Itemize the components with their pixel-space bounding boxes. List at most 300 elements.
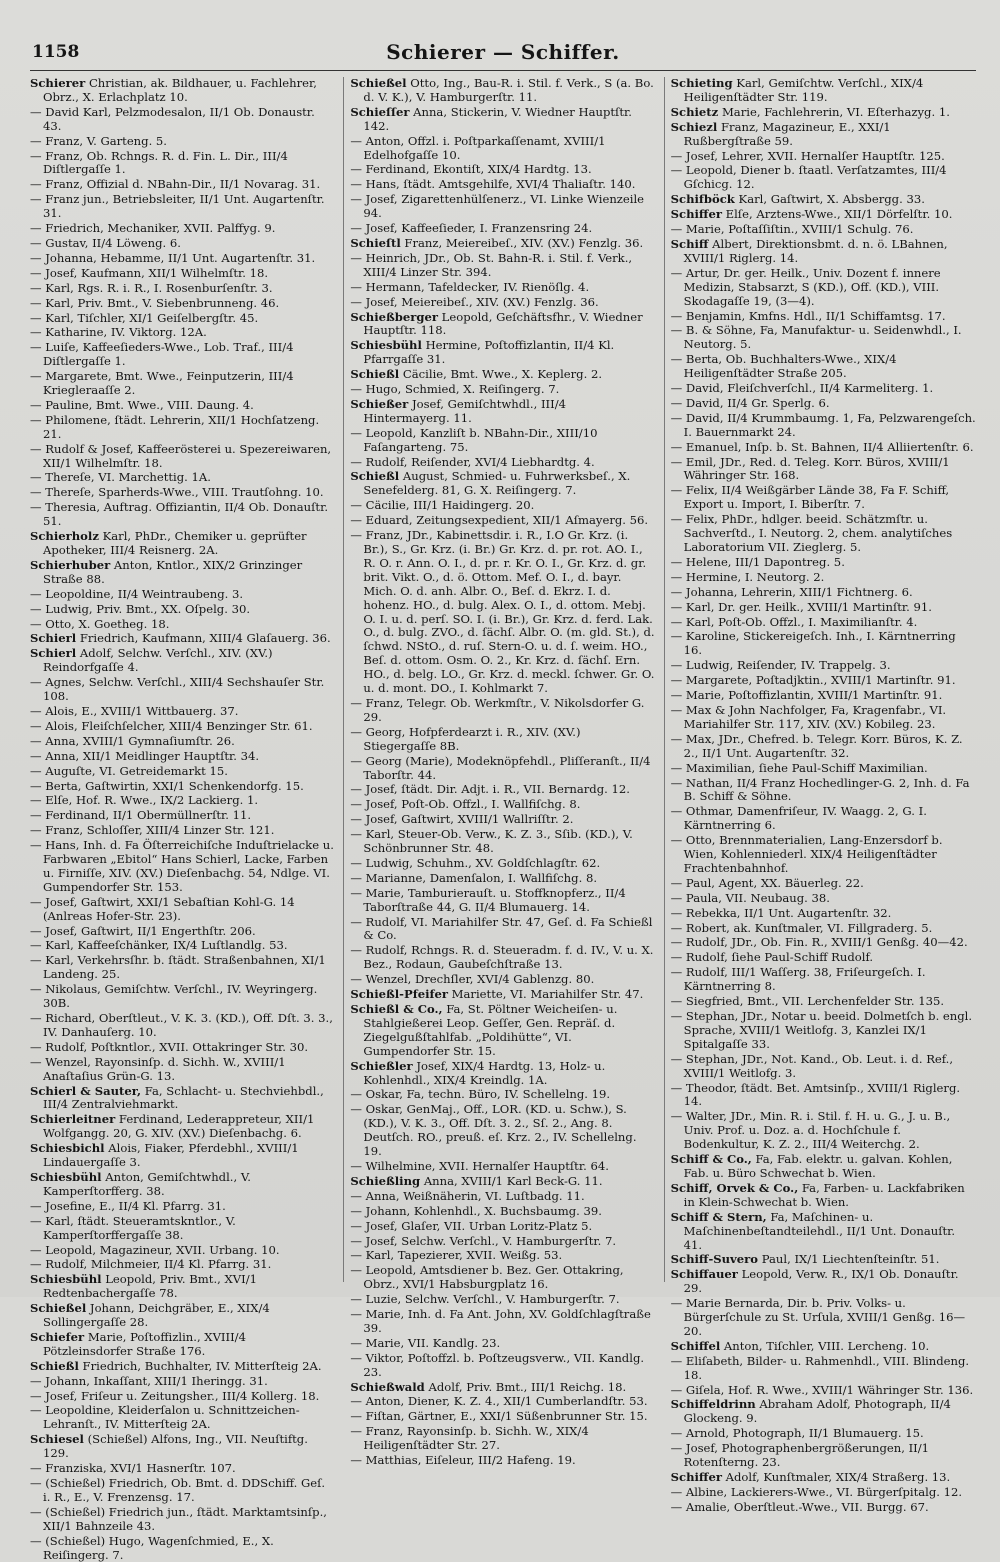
entry-details: — Josef, Gaſtwirt, II/1 Engerthſtr. 206.: [30, 923, 256, 938]
entry-details: (Schießel) Alfons, Ing., VII. Neuſtiftg. 129.: [43, 1432, 308, 1461]
entry-details: — Rebekka, II/1 Unt. Augartenſtr. 32.: [670, 905, 892, 920]
entry-details: Fa, Farben- u. Lackfabriken in Klein-Schwechat b. Wien.: [683, 1180, 965, 1209]
entry-details: — David, Fleiſchverſchl., II/4 Karmeliterg. 1.: [670, 381, 934, 396]
directory-entry: [350, 1175, 655, 1189]
directory-entry: [350, 798, 655, 812]
directory-entry: [30, 1273, 335, 1301]
entry-details: — Karl, ſtädt. Steueramtskntlor., V. Kamperſtorffergaſſe 38.: [30, 1213, 236, 1242]
entry-details: — Hugo, Schmied, X. Reiſingerg. 7.: [350, 382, 560, 397]
directory-entry: [350, 499, 655, 513]
entry-details: — Ferdinand, Ekontiſt, XIX/4 Hardtg. 13.: [350, 162, 592, 177]
directory-entry: [350, 1308, 655, 1336]
entry-details: Josef, Gemiſchtwhdl., III/4 Hintermayerg. 11.: [363, 396, 566, 425]
entry-details: Leopold, Geſchäftsfhr., V. Wiedner Hauptſtr. 118.: [363, 309, 643, 338]
entry-details: — Karl, Dr. ger. Heilk., XVIII/1 Martinſtr. 91.: [670, 599, 932, 614]
directory-entry: [350, 944, 655, 972]
entry-details: Johann, Deichgräber, E., XIX/4 Sollingergaſſe 28.: [43, 1301, 270, 1330]
directory-entry: [671, 208, 976, 222]
entry-details: — Leopoldine, II/4 Weintraubeng. 3.: [30, 586, 244, 601]
directory-entry: [350, 916, 655, 944]
directory-entry: [350, 178, 655, 192]
entry-surname: Schieſſer: [350, 104, 410, 119]
directory-entry: [671, 382, 976, 396]
entry-surname: Schierl: [30, 631, 77, 646]
directory-entry: [671, 1427, 976, 1441]
entry-surname: Schießl: [350, 367, 400, 382]
directory-entry: [30, 983, 335, 1011]
entry-details: — Karl, Kaffeeſchänker, IX/4 Luſtlandlg. 53.: [30, 938, 288, 953]
directory-entry: [30, 237, 335, 251]
entry-details: — Rudolf, VI. Mariahilfer Str. 47, Geſ. d. Fa Schießl & Co.: [350, 914, 653, 943]
entry-details: — Hans, Inh. d. Fa Öſterreichiſche Induſtrielacke u. Farbwaren „Ebitol“ Hans Schierl, Lacke, Farben u. Firniſſe, XIV. (XV.) Dieſenbachg. 54, Ndlge. VI. Gumpendorfer Str. 153.: [30, 838, 334, 894]
directory-entry: [671, 1010, 976, 1052]
directory-entry: [30, 326, 335, 340]
entry-details: Josef, XIX/4 Hardtg. 13, Holz- u. Kohlenhdl., XIX/4 Kreindlg. 1A.: [363, 1058, 606, 1087]
directory-entry: [350, 1425, 655, 1453]
entry-surname: Schießler: [350, 1058, 413, 1073]
entry-surname: Schiesbühl: [30, 1169, 102, 1184]
directory-entry: [671, 1082, 976, 1110]
directory-entry: [350, 1003, 655, 1059]
entry-surname: Schiffel: [670, 1338, 721, 1353]
directory-entry: [30, 1404, 335, 1432]
entry-details: Franz, Magazineur, E., XXI/1 Rußbergſtraße 59.: [683, 119, 891, 148]
directory-entry: [350, 281, 655, 295]
entry-surname: Schifböck: [670, 192, 735, 207]
entry-details: — Franz, Ob. Rchngs. R. d. Fin. L. Dir., III/4 Diſtlergaſſe 1.: [30, 148, 288, 177]
entry-details: — Leopoldine, Kleiderſalon u. Schnittzeichen-Lehranſt., IV. Mitterſteig 2A.: [30, 1403, 300, 1432]
directory-entry: [350, 1205, 655, 1219]
entry-details: — Franz, Telegr. Ob. Werkmſtr., V. Nikolsdorfer G. 29.: [350, 695, 645, 724]
directory-entry: [30, 1142, 335, 1170]
entry-details: — Hermine, I. Neutorg. 2.: [670, 569, 825, 584]
entry-details: — David, II/4 Krummbaumg. 1, Fa, Pelzwarengeſch. I. Bauernmarkt 24.: [670, 410, 976, 439]
entry-details: — Oskar, Fa, techn. Büro, IV. Schellelng. 19.: [350, 1087, 611, 1102]
directory-entry: [30, 297, 335, 311]
entry-details: — Ludwig, Reiſender, IV. Trappelg. 3.: [670, 658, 891, 673]
entry-surname: Schieſtl: [350, 235, 401, 250]
directory-entry: [350, 1337, 655, 1351]
entry-details: August, Schmied- u. Fuhrwerksbeſ., X. Senefelderg. 81, G. X. Reiſingerg. 7.: [363, 469, 631, 498]
entry-details: — Artur, Dr. ger. Heilk., Univ. Dozent f. innere Medizin, Stabsarzt, S (KD.), Off. (KD.), VIII. Skodagaſſe 19, (3—4).: [670, 265, 941, 308]
directory-entry: [671, 193, 976, 207]
entry-details: — Rudolf, Milchmeier, II/4 Kl. Pfarrg. 31.: [30, 1257, 272, 1272]
entry-surname: Schieting: [670, 76, 733, 90]
page-number: 1158: [32, 42, 80, 62]
directory-entry: [30, 1462, 335, 1476]
entry-details: — Rudolf, Reiſender, XVI/4 Liebhardtg. 4.: [350, 454, 595, 469]
entry-details: Fa, Maſchinen- u. Maſchinenbeſtandteilehdl., II/1 Unt. Donauſtr. 41.: [683, 1209, 956, 1252]
entry-details: — Fiſtan, Gärtner, E., XXI/1 Süßenbrunner Str. 15.: [350, 1409, 648, 1424]
directory-entry: [350, 726, 655, 754]
entry-details: Albert, Direktionsbmt. d. n. ö. LBahnen, XVIII/1 Riglerg. 14.: [683, 236, 948, 265]
entry-details: — Helene, III/1 Dapontreg. 5.: [670, 554, 845, 569]
directory-entry: [671, 777, 976, 805]
directory-entry: [30, 1535, 335, 1562]
entry-details: — Felix, II/4 Weißgärber Lände 38, Fa F. Schiff, Export u. Import, I. Biberſtr. 7.: [670, 483, 950, 512]
entry-details: — Karl, Rgs. R. i. R., I. Rosenburſenſtr. 3.: [30, 280, 273, 295]
entry-details: — Georg (Marie), Modeknöpfehdl., Pliſſeranſt., II/4 Taborſtr. 44.: [350, 753, 651, 782]
entry-details: — Margarete, Poſtadjktin., XVIII/1 Martinſtr. 91.: [670, 673, 956, 688]
directory-entry: [671, 1471, 976, 1485]
entry-details: — Eduard, Zeitungsexpedient, XII/1 Aſmayerg. 56.: [350, 513, 649, 528]
entry-details: — Josef, ſtädt. Dir. Adjt. i. R., VII. Bernardg. 12.: [350, 782, 630, 797]
directory-entry: [350, 296, 655, 310]
entry-details: Marie, Fachlehrerin, VI. Eſterhazyg. 1.: [721, 104, 950, 119]
entry-surname: Schiffer: [670, 207, 722, 222]
directory-entry: [671, 106, 976, 120]
entry-details: — Theresia, Auftrag. Offiziantin, II/4 Ob. Donauſtr. 51.: [30, 500, 329, 529]
directory-entry: [350, 857, 655, 871]
directory-entry: [671, 1268, 976, 1296]
directory-entry: [30, 618, 335, 632]
directory-entry: [671, 936, 976, 950]
entry-surname: Schiff & Stern,: [670, 1209, 767, 1224]
directory-entry: [671, 892, 976, 906]
directory-entry: [350, 1293, 655, 1307]
directory-entry: [30, 954, 335, 982]
entry-details: — Rudolf, III/1 Waſſerg. 38, Friſeurgeſch. I. Kärntnerring 8.: [670, 965, 926, 994]
entry-details: — Friedrich, Mechaniker, XVII. Palffyg. 9.: [30, 221, 276, 236]
directory-entry: [671, 1110, 976, 1152]
directory-entry: [350, 398, 655, 426]
directory-entry: [30, 1200, 335, 1214]
directory-entry: [350, 872, 655, 886]
entry-details: — Franz, Offizial d. NBahn-Dir., II/1 Novarag. 31.: [30, 177, 321, 192]
directory-entry: [30, 414, 335, 442]
entry-details: — Wilhelmine, XVII. Hernalſer Hauptſtr. 64.: [350, 1158, 609, 1173]
directory-entry: [30, 178, 335, 192]
entry-details: — Pauline, Bmt. Wwe., VIII. Daung. 4.: [30, 397, 254, 412]
directory-entry: [671, 513, 976, 555]
entry-details: — Marie, Poſtaſſiſtin., XVIII/1 Schulg. 76.: [670, 222, 914, 237]
entry-details: Adolf, Selchw. Verſchl., XIV. (XV.) Reindorfgaſſe 4.: [43, 646, 273, 675]
entry-details: — Luzie, Selchw. Verſchl., V. Hamburgerſtr. 7.: [350, 1292, 620, 1307]
entry-details: — Luiſe, Kaffeeſieders-Wwe., Lob. Traf., III/4 Diſtlergaſſe 1.: [30, 340, 294, 369]
entry-details: — Rudolf, ſiehe Paul-Schiff Rudolf.: [670, 950, 874, 965]
directory-entry: [671, 397, 976, 411]
directory-entry: [350, 697, 655, 725]
entry-details: — Josef, Poſt-Ob. Offzl., I. Wallfiſchg. 8.: [350, 797, 581, 812]
directory-entry: [30, 780, 335, 794]
entry-details: — Siegfried, Bmt., VII. Lerchenfelder Str. 135.: [670, 994, 945, 1009]
directory-entry: [30, 1041, 335, 1055]
directory-entry: [30, 77, 335, 105]
entry-details: — Maximilian, ſiehe Paul-Schiff Maximilian.: [670, 760, 928, 775]
entry-details: — Josefine, E., II/4 Kl. Pfarrg. 31.: [30, 1198, 226, 1213]
entry-details: Friedrich, Kaufmann, XIII/4 Glaſauerg. 36.: [79, 631, 331, 646]
directory-entry: [350, 1454, 655, 1468]
entry-surname: Schießl-Pfeifer: [350, 987, 448, 1002]
entry-details: — Emanuel, Inſp. b. St. Bahnen, II/4 Alliiertenſtr. 6.: [670, 439, 974, 454]
entry-details: — Karl, Priv. Bmt., V. Siebenbrunneng. 46.: [30, 295, 280, 310]
directory-entry: [30, 1375, 335, 1389]
entry-details: — Franz jun., Betriebsleiter, II/1 Unt. Augartenſtr. 31.: [30, 192, 325, 221]
directory-entry: [30, 676, 335, 704]
directory-entry: [30, 1506, 335, 1534]
directory-entry: [30, 750, 335, 764]
entry-details: — David Karl, Pelzmodesalon, II/1 Ob. Donaustr. 43.: [30, 104, 315, 133]
entry-details: — Marie, Inh. d. Fa Ant. John, XV. Goldſchlagſtraße 39.: [350, 1307, 651, 1335]
directory-entry: [350, 163, 655, 177]
directory-entry: [30, 1171, 335, 1199]
entry-details: — Oskar, GenMaj., Off., LOR. (KD. u. Schw.), S. (KD.), V. K. 3., Off. Dſt. 3. 2., Sſ. 2., Ang. 8. Deutſch. RO., preuß. eſ. Krz. 2., IV. Schellelng. 19.: [350, 1102, 637, 1159]
entry-details: Hermine, Poſtoffizlantin, II/4 Kl. Pfarrgaſſe 31.: [363, 338, 615, 367]
directory-entry: [350, 470, 655, 498]
entry-details: — Leopold, Magazineur, XVII. Urbang. 10.: [30, 1242, 280, 1257]
page-title: Schierer — Schiffer.: [386, 40, 620, 64]
entry-details: Anton, Gemiſchtwhdl., V. Kamperſtorfferg. 38.: [43, 1169, 251, 1198]
entry-details: Fa, Schlacht- u. Stechviehbdl., III/4 Zentralviehmarkt.: [43, 1083, 324, 1112]
entry-details: — Giſela, Hof. R. Wwe., XVIII/1 Währinger Str. 136.: [670, 1382, 974, 1397]
directory-entry: [350, 1190, 655, 1204]
directory-entry: [671, 1442, 976, 1470]
entry-details: — Eliſabeth, Bilder- u. Rahmenhdl., VIII. Blindeng. 18.: [670, 1353, 970, 1382]
directory-entry: [671, 1340, 976, 1354]
entry-details: — Arnold, Photograph, II/1 Blumauerg. 15.: [670, 1426, 924, 1441]
directory-entry: [671, 556, 976, 570]
directory-entry: [350, 237, 655, 251]
directory-entry: [671, 1355, 976, 1383]
directory-entry: [671, 762, 976, 776]
entry-details: — Anna, Weißnäherin, VI. Luſtbadg. 11.: [350, 1188, 585, 1203]
entry-details: — Theodor, ſtädt. Bet. Amtsinſp., XVIII/1 Riglerg. 14.: [670, 1080, 961, 1109]
entry-details: — Katharine, IV. Viktorg. 12A.: [30, 325, 207, 340]
entry-details: Anna, Stickerin, V. Wiedner Hauptſtr. 142.: [363, 104, 632, 133]
entry-details: — Franziska, XVI/1 Hasnerſtr. 107.: [30, 1461, 236, 1476]
directory-entry: [30, 370, 335, 398]
directory-entry: [671, 164, 976, 192]
entry-details: — Leopold, Kanzliſt b. NBahn-Dir., XIII/10 Faſangarteng. 75.: [350, 425, 598, 454]
entry-details: — Marie, VII. Kandlg. 23.: [350, 1335, 501, 1350]
entry-details: — Max & John Nachfolger, Fa, Kragenfabr., VI. Mariahilfer Str. 117, XIV. (XV.) Kobileg. 23.: [670, 702, 947, 731]
directory-entry: [350, 783, 655, 797]
entry-details: — Josef, Glaſer, VII. Urban Loritz-Platz 5.: [350, 1218, 593, 1233]
directory-entry: [671, 310, 976, 324]
entry-surname: Schietz: [670, 104, 719, 119]
column-right: [664, 76, 976, 1514]
directory-entry: [30, 632, 335, 646]
entry-surname: Schierl: [30, 646, 77, 661]
entry-surname: Schiffauer: [670, 1267, 738, 1282]
entry-details: — Franz, Rayonsinſp. b. Sichh. W., XIX/4 Heiligenſtädter Str. 27.: [350, 1424, 589, 1453]
directory-entry: [30, 1433, 335, 1461]
directory-entry: [350, 514, 655, 528]
directory-entry: [350, 368, 655, 382]
entry-details: Karl, Gaſtwirt, X. Absbergg. 33.: [738, 192, 925, 207]
entry-surname: Schiffer: [670, 1470, 722, 1484]
directory-entry: [671, 238, 976, 266]
directory-entry: [671, 689, 976, 703]
directory-entry: [30, 135, 335, 149]
entry-details: — Richard, Oberſtleut., V. K. 3. (KD.), Off. Dſt. 3. 3., IV. Danhauſerg. 10.: [30, 1011, 333, 1039]
directory-entry: [350, 135, 655, 163]
entry-details: — Josef, Gaſtwirt, XVIII/1 Wallriſſtr. 2.: [350, 812, 574, 827]
entry-details: — Amalie, Oberſtleut.-Wwe., VII. Burgg. 67.: [670, 1499, 929, 1514]
directory-entry: [671, 1053, 976, 1081]
columns-container: [30, 76, 976, 1562]
entry-details: — Heinrich, JDr., Ob. St. Bahn-R. i. Stil. f. Verk., XIII/4 Linzer Str. 394.: [350, 250, 633, 279]
directory-entry: [671, 630, 976, 658]
entry-surname: Schiezl: [670, 119, 718, 134]
entry-details: — Josef, Selchw. Verſchl., V. Hamburgerſtr. 7.: [350, 1233, 617, 1248]
entry-surname: Schiffeldrinn: [670, 1397, 756, 1412]
directory-entry: [350, 973, 655, 987]
entry-details: — Josef, Lehrer, XVII. Hernalſer Hauptſtr. 125.: [670, 148, 945, 163]
entry-details: — Josef, Gaſtwirt, XXI/1 Sebaſtian Kohl-G. 14 (Anlreas Hofer-Str. 23).: [30, 894, 295, 923]
entry-details: Alois, Fiaker, Pferdebhl., XVIII/1 Lindauergaſſe 3.: [43, 1141, 299, 1170]
entry-details: — Othmar, Damenfriſeur, IV. Waagg. 2, G. I. Kärntnerring 6.: [670, 804, 927, 833]
entry-details: — Leopold, Amtsdiener b. Bez. Ger. Ottakring, Obrz., XVI/1 Habsburgplatz 16.: [350, 1263, 624, 1292]
entry-surname: Schießling: [350, 1173, 421, 1188]
entry-details: — Hans, ſtädt. Amtsgehilfe, XVI/4 Thaliaſtr. 140.: [350, 177, 636, 192]
entry-details: Marie, Poſtoffizlin., XVIII/4 Pötzleinsdorfer Straße 176.: [43, 1329, 246, 1358]
directory-entry: [671, 571, 976, 585]
directory-entry: [30, 720, 335, 734]
directory-entry: [30, 839, 335, 895]
directory-entry: [671, 150, 976, 164]
directory-entry: [30, 399, 335, 413]
directory-entry: [30, 530, 335, 558]
entry-details: Paul, IX/1 Liechtenſteinſtr. 51.: [761, 1252, 940, 1267]
directory-entry: [30, 1258, 335, 1272]
directory-entry: [671, 267, 976, 309]
entry-details: — Johann, Inkaſſant, XIII/1 Iheringg. 31.: [30, 1373, 268, 1388]
directory-entry: [30, 559, 335, 587]
entry-surname: Schiesbühl: [30, 1272, 102, 1287]
entry-details: — Franz, Schloſſer, XIII/4 Linzer Str. 121.: [30, 823, 275, 838]
directory-entry: [350, 1264, 655, 1292]
entry-details: — Emil, JDr., Red. d. Teleg. Korr. Büros, XVIII/1 Währinger Str. 168.: [670, 454, 950, 483]
directory-entry: [30, 809, 335, 823]
directory-entry: [350, 1060, 655, 1088]
directory-entry: [30, 1360, 335, 1374]
entry-details: — Paul, Agent, XX. Bäuerleg. 22.: [670, 875, 864, 890]
directory-entry: [671, 995, 976, 1009]
entry-details: — Johann, Kohlenhdl., X. Buchsbaumg. 39.: [350, 1203, 602, 1218]
directory-entry: [350, 106, 655, 134]
page-header: [30, 40, 976, 71]
entry-details: — Stephan, JDr., Notar u. beeid. Dolmetſch b. engl. Sprache, XVIII/1 Weitlofg. 3, Kanzlei IX/1 Spitalgaſſe 33.: [670, 1009, 973, 1051]
entry-details: — Josef, Meiereibeſ., XIV. (XV.) Fenzlg. 36.: [350, 294, 599, 309]
directory-entry: [30, 486, 335, 500]
directory-entry: [30, 1085, 335, 1113]
directory-entry: [30, 150, 335, 178]
directory-entry: [671, 616, 976, 630]
entry-details: Karl, PhDr., Chemiker u. geprüfter Apotheker, III/4 Reisnerg. 2A.: [43, 529, 307, 557]
entry-details: — Anna, XII/1 Meidlinger Hauptſtr. 34.: [30, 748, 260, 763]
entry-details: — Alois, E., XVIII/1 Wittbauerg. 37.: [30, 703, 239, 718]
entry-surname: Schiesbühl: [350, 338, 422, 353]
entry-details: — Franz, JDr., Kabinettsdir. i. R., I.O Gr. Krz. (i. Br.), S., Gr. Krz. (i. Br.) Gr. Krz. d. pr. rot. AO. I., R. O. r. Ann. O. I., d. pr. r. Kr. O. I., Gr. Krz. d. gr. brit. Vikt. O., d. ö. Ottom. Mef. O. I., d. bayr. Mich. O. d. anh. Albr. O., Beſ. d. Ekrz. I. d. hohenz. HO., d. bulg. Alex. O. I., d. ottom. Mebj. O. I. u. d. perſ. SO. I. (i. Br.), Gr. Krz. d. ferd. Lak. O., d. bulg. ZVO., d. ſächſ. Albr. O. (m. gld. St.), d. ſchwd. NStO., d. ruſ. Stern-O. u. d. ſ. weim. HO., Beſ. d. ottom. Osm. O. 2., Kr. Krz. d. ſächſ. Ern. HO., d. belg. LO., Gr. Krz. d. meckl. ſchwer. Gr. O. u. d. mont. DO., I. Kohlmarkt 7.: [350, 528, 655, 696]
directory-entry: [30, 193, 335, 221]
entry-details: Anna, XVIII/1 Karl Beck-G. 11.: [423, 1173, 603, 1188]
entry-details: — Karl, Verkehrsſhr. b. ſtädt. Straßenbahnen, XI/1 Landeng. 25.: [30, 953, 326, 982]
entry-details: — Wenzel, Rayonsinſp. d. Sichh. W., XVIII/1 Anaſtaſius Grün-G. 13.: [30, 1054, 286, 1083]
directory-entry: [350, 828, 655, 856]
entry-details: — Rudolf & Josef, Kaffeerösterei u. Spezereiwaren, XII/1 Wilhelmſtr. 18.: [30, 441, 332, 470]
directory-entry: [671, 484, 976, 512]
entry-details: — Paula, VII. Neubaug. 38.: [670, 890, 830, 905]
directory-entry: [671, 456, 976, 484]
entry-details: — Thereſe, VI. Marchettig. 1A.: [30, 470, 211, 485]
directory-entry: [30, 765, 335, 779]
entry-surname: Schießl: [30, 1358, 79, 1373]
directory-entry: [350, 1160, 655, 1174]
directory-entry: [671, 601, 976, 615]
entry-details: — (Schießel) Friedrich, Ob. Bmt. d. DDSchiff. Geſ. i. R., E., V. Frenzensg. 17.: [30, 1476, 326, 1504]
directory-entry: [671, 907, 976, 921]
directory-entry: [671, 659, 976, 673]
directory-entry: [671, 922, 976, 936]
directory-entry: [671, 441, 976, 455]
entry-details: Otto, Ing., Bau-R. i. Stil. f. Verk., S (a. Bo. d. V. K.), V. Hamburgerſtr. 11.: [363, 76, 654, 104]
entry-details: — Rudolf, JDr., Ob. Fin. R., XVIII/1 Genßg. 40—42.: [670, 935, 968, 950]
entry-details: — Stephan, JDr., Not. Kand., Ob. Leut. i. d. Ref., XVIII/1 Weitlofg. 3.: [670, 1051, 954, 1080]
directory-entry: [671, 1211, 976, 1253]
entry-details: — Hermann, Tafeldecker, IV. Rienöſlg. 4.: [350, 279, 590, 294]
entry-details: Cäcilie, Bmt. Wwe., X. Keplerg. 2.: [402, 367, 603, 382]
entry-surname: Schießer: [350, 396, 409, 411]
directory-entry: [350, 1220, 655, 1234]
entry-details: — Agnes, Selchw. Verſchl., XIII/4 Sechshauſer Str. 108.: [30, 675, 325, 704]
directory-entry: [350, 1410, 655, 1424]
entry-surname: Schiff-Suvero: [670, 1252, 759, 1267]
entry-details: — Ludwig, Schuhm., XV. Goldſchlagſtr. 62.: [350, 855, 601, 870]
directory-entry: [30, 443, 335, 471]
entry-details: Mariette, VI. Mariahilfer Str. 47.: [451, 987, 644, 1002]
entry-details: — Philomene, ſtädt. Lehrerin, XII/1 Hochſatzeng. 21.: [30, 412, 320, 441]
entry-surname: Schießl & Co.,: [350, 1002, 443, 1016]
entry-details: — (Schießel) Friedrich jun., ſtädt. Marktamtsinſp., XII/1 Bahnzeile 43.: [30, 1504, 327, 1533]
directory-entry: [30, 1012, 335, 1040]
entry-details: — Karl, Tiſchler, XI/1 Geiſelbergſtr. 45.: [30, 310, 259, 325]
directory-entry: [30, 824, 335, 838]
directory-entry: [30, 1113, 335, 1141]
directory-entry: [350, 222, 655, 236]
entry-details: — Johanna, Hebamme, II/1 Unt. Augartenſtr. 31.: [30, 250, 316, 265]
entry-details: — Leopold, Diener b. ſtaatl. Verſatzamtes, III/4 Gſchicg. 12.: [670, 163, 947, 192]
entry-surname: Schierhuber: [30, 557, 111, 572]
entry-details: — Otto, X. Goetheg. 18.: [30, 616, 170, 631]
entry-details: — Berta, Ob. Buchhalters-Wwe., XIX/4 Heiligenſtädter Straße 205.: [670, 352, 897, 381]
entry-details: — Josef, Friſeur u. Zeitungsher., III/4 Kollerg. 18.: [30, 1388, 320, 1403]
directory-entry: [671, 674, 976, 688]
directory-entry: [350, 383, 655, 397]
entry-details: Fa, Fab. elektr. u. galvan. Kohlen, Fab. u. Büro Schwechat b. Wien.: [683, 1152, 953, 1180]
directory-entry: [671, 223, 976, 237]
entry-details: — Thereſe, Sparherds-Wwe., VIII. Trautſohng. 10.: [30, 485, 324, 500]
directory-entry: [671, 1486, 976, 1500]
entry-details: Leopold, Verw. R., IX/1 Ob. Donauſtr. 29.: [683, 1267, 959, 1296]
directory-entry: [30, 1302, 335, 1330]
directory-entry: [30, 222, 335, 236]
entry-details: — Karl, Tapezierer, XVII. Weißg. 53.: [350, 1248, 563, 1263]
directory-entry: [671, 121, 976, 149]
directory-entry: [350, 1088, 655, 1102]
directory-entry: [671, 733, 976, 761]
entry-details: Leopold, Priv. Bmt., XVI/1 Redtenbachergaſſe 78.: [43, 1272, 257, 1301]
entry-surname: Schierholz: [30, 529, 99, 544]
directory-entry: [671, 1384, 976, 1398]
entry-details: — David, II/4 Gr. Sperlg. 6.: [670, 395, 830, 410]
directory-entry: [671, 1153, 976, 1181]
entry-surname: Schiesbichl: [30, 1141, 105, 1156]
entry-details: — Josef, Kaffeeſieder, I. Franzensring 24.: [350, 221, 593, 236]
entry-details: — Otto, Brennmaterialien, Lang-Enzersdorf b. Wien, Kohlenniederl. XIX/4 Heiligenſtädter Frachtenbahnhof.: [670, 833, 943, 875]
page-footer: [30, 1286, 976, 1287]
entry-details: — Johanna, Lehrerin, XIII/1 Fichtnerg. 6.: [670, 584, 913, 599]
